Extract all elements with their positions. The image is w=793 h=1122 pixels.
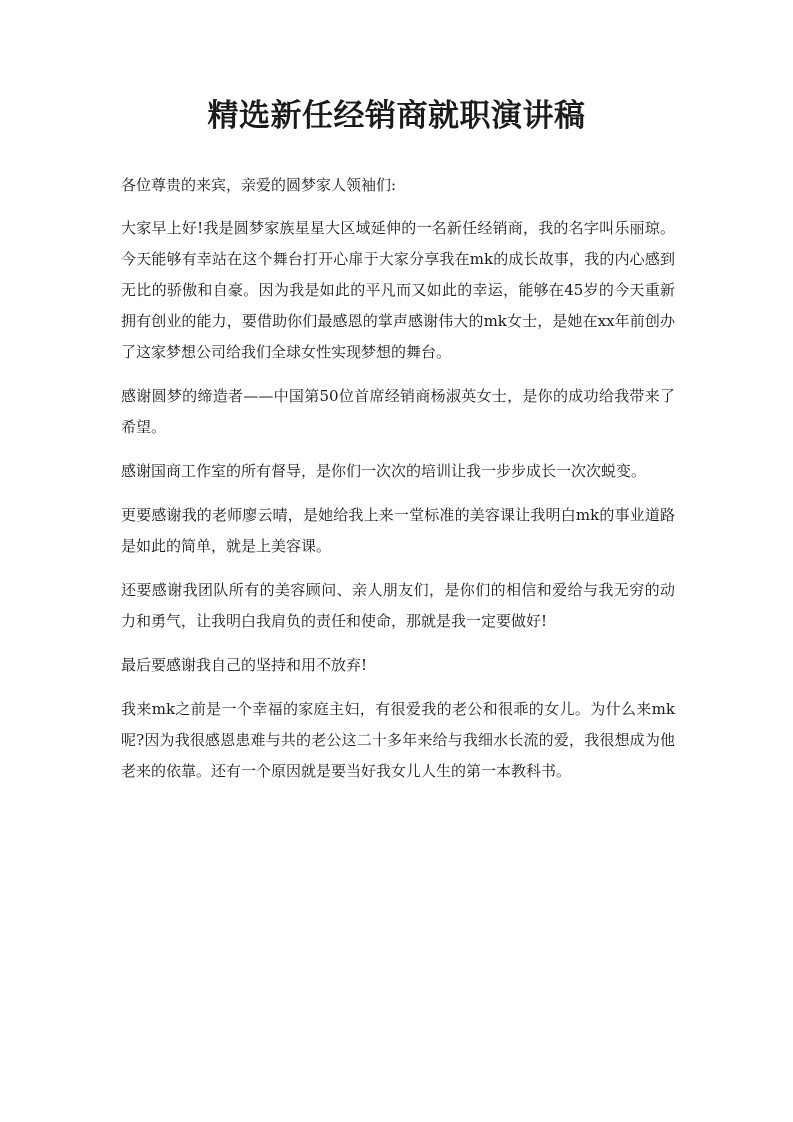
paragraph-thanks-team: 还要感谢我团队所有的美容顾问、亲人朋友们，是你们的相信和爱给与我无穷的动力和勇气，让我明白我肩负的责任和使命，那就是我一定要做好! [121, 581, 675, 630]
document-body [121, 170, 675, 800]
paragraph-thanks-supervisors: 感谢国商工作室的所有督导，是你们一次次的培训让我一步步成长一次次蜕变。 [121, 462, 647, 480]
paragraph-thanks-teacher: 更要感谢我的老师廖云晴，是她给我上来一堂标准的美容课让我明白mk的事业道路是如此的简单，就是上美容课。 [121, 506, 675, 555]
document-title: 精选新任经销商就职演讲稿 [207, 98, 586, 134]
paragraph-introduction: 大家早上好!我是圆梦家族星星大区域延伸的一名新任经销商，我的名字叫乐丽琼。今天能够有幸站在这个舞台打开心扉于大家分享我在mk的成长故事，我的内心感到无比的骄傲和自豪。因为我是如此的平凡而又如此的幸运，能够在45岁的今天重新拥有创业的能力，要借助你们最感恩的掌声感谢伟大的mk女士，是她在xx年前创办了这家梦想公司给我们全球女性实现梦想的舞台。 [121, 219, 675, 361]
paragraph-background: 我来mk之前是一个幸福的家庭主妇，有很爱我的老公和很乖的女儿。为什么来mk呢?因为我很感恩患难与共的老公这二十多年来给与我细水长流的爱，我很想成为他老来的依靠。还有一个原因就是要当好我女儿人生的第一本教科书。 [121, 700, 675, 780]
paragraph-thanks-self: 最后要感谢我自己的坚持和用不放弃! [121, 656, 368, 674]
paragraph-thanks-founder: 感谢圆梦的缔造者——中国第50位首席经销商杨淑英女士，是你的成功给我带来了希望。 [121, 387, 675, 436]
paragraph-greeting: 各位尊贵的来宾，亲爱的圆梦家人领袖们: [121, 176, 397, 194]
